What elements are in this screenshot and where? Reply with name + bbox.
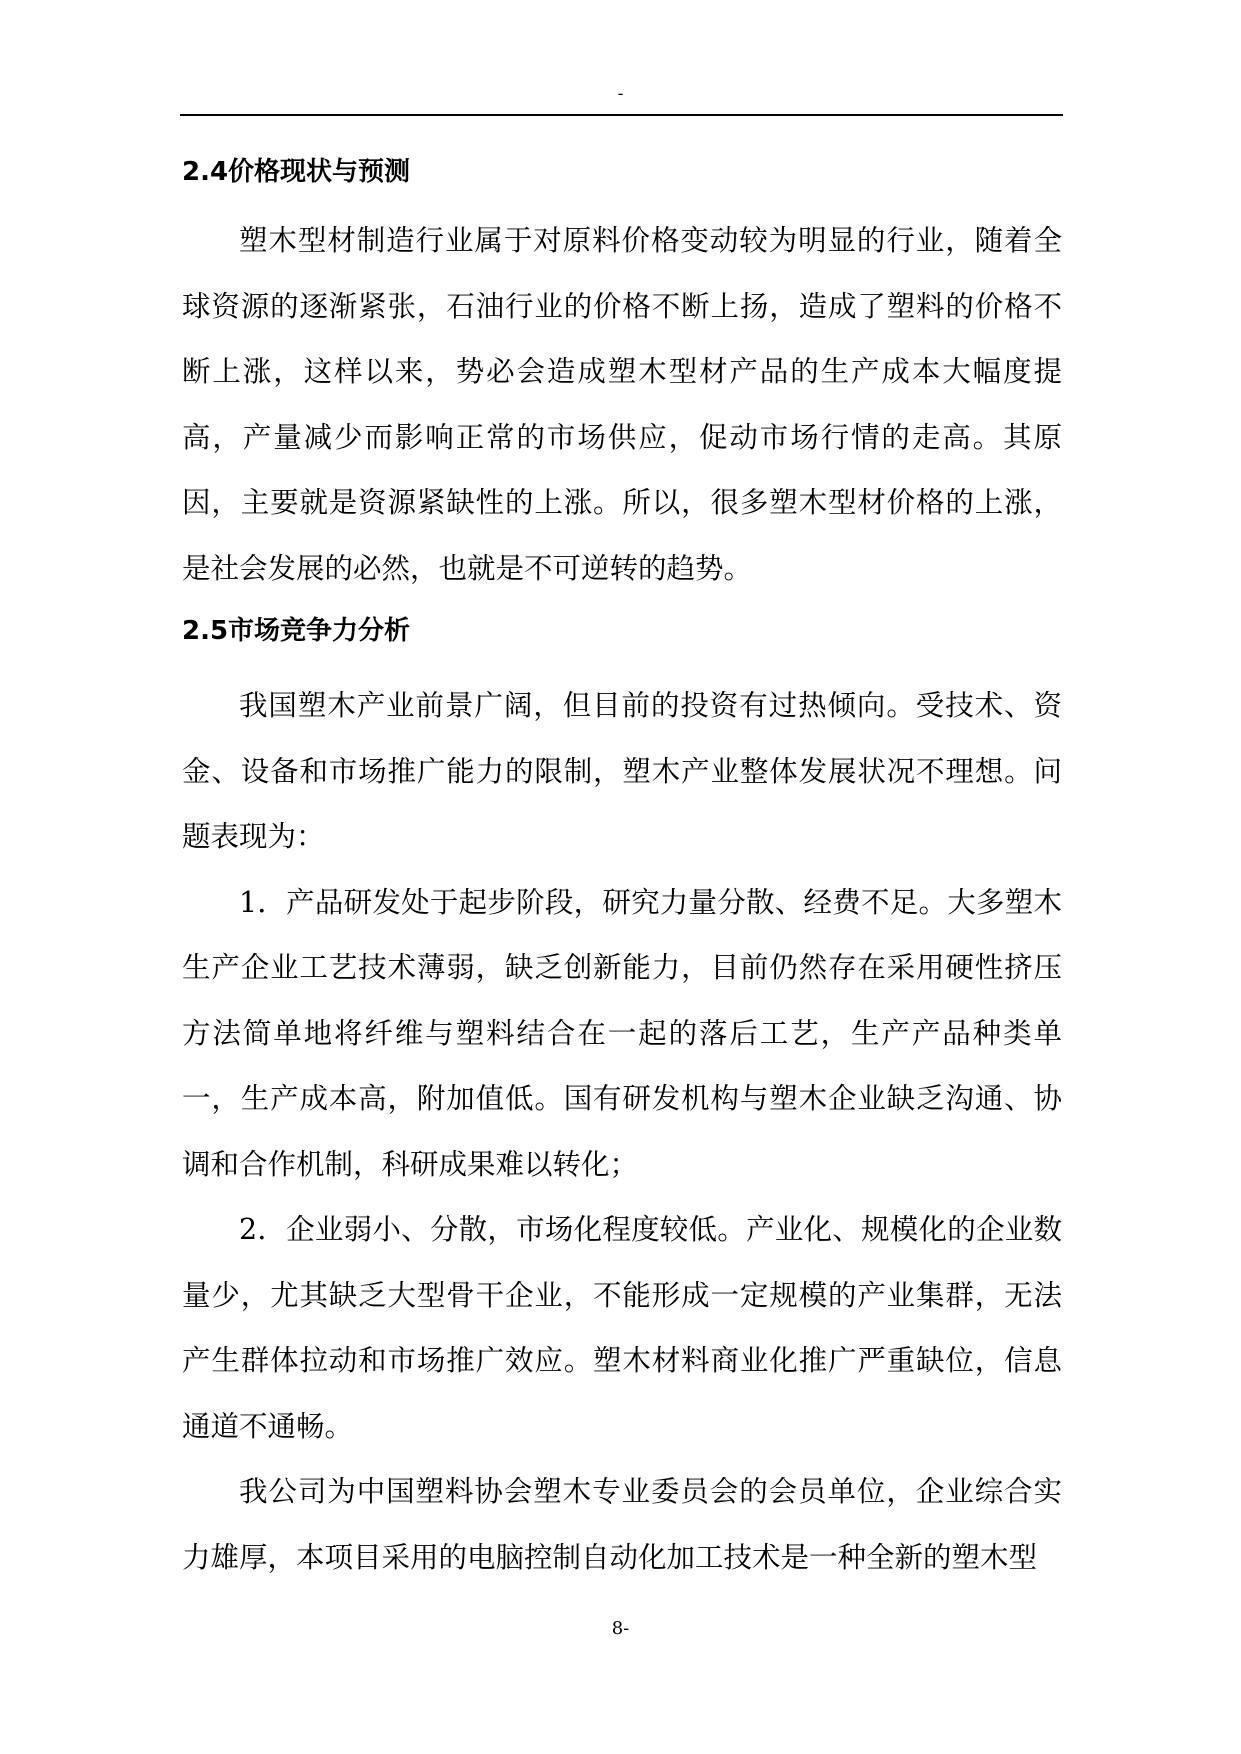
document-body	[182, 144, 1062, 1590]
paragraph-issue-1: 1．产品研发处于起步阶段，研究力量分散、经费不足。大多塑木生产企业工艺技术薄弱，缺乏创新能力，目前仍然存在采用硬性挤压方法简单地将纤维与塑料结合在一起的落后工艺，生产产品种类单一，生产成本高，附加值低。国有研发机构与塑木企业缺乏沟通、协调和合作机制，科研成果难以转化；	[182, 885, 1062, 1181]
header-rule	[180, 114, 1063, 116]
paragraph-price-trend: 塑木型材制造行业属于对原料价格变动较为明显的行业，随着全球资源的逐渐紧张，石油行业的价格不断上扬，造成了塑料的价格不断上涨，这样以来，势必会造成塑木型材产品的生产成本大幅度提高，产量减少而影响正常的市场供应，促动市场行情的走高。其原因，主要就是资源紧缺性的上涨。所以，很多塑木型材价格的上涨，是社会发展的必然，也就是不可逆转的趋势。	[182, 224, 1062, 585]
header-mark: -	[617, 84, 624, 103]
page-number: 8-	[611, 1618, 630, 1639]
section-heading-price: 2.4价格现状与预测	[182, 157, 411, 187]
paragraph-issue-2: 2．企业弱小、分散，市场化程度较低。产业化、规模化的企业数量少，尤其缺乏大型骨干企业，不能形成一定规模的产业集群，无法产生群体拉动和市场推广效应。塑木材料商业化推广严重缺位，信息通道不通畅。	[182, 1213, 1062, 1443]
paragraph-industry-outlook: 我国塑木产业前景广阔，但目前的投资有过热倾向。受技术、资金、设备和市场推广能力的限制，塑木产业整体发展状况不理想。问题表现为：	[182, 689, 1062, 853]
paragraph-company-strength: 我公司为中国塑料协会塑木专业委员会的会员单位，企业综合实力雄厚，本项目采用的电脑控制自动化加工技术是一种全新的塑木型	[182, 1475, 1062, 1574]
section-heading-competitiveness: 2.5市场竞争力分析	[182, 616, 411, 646]
